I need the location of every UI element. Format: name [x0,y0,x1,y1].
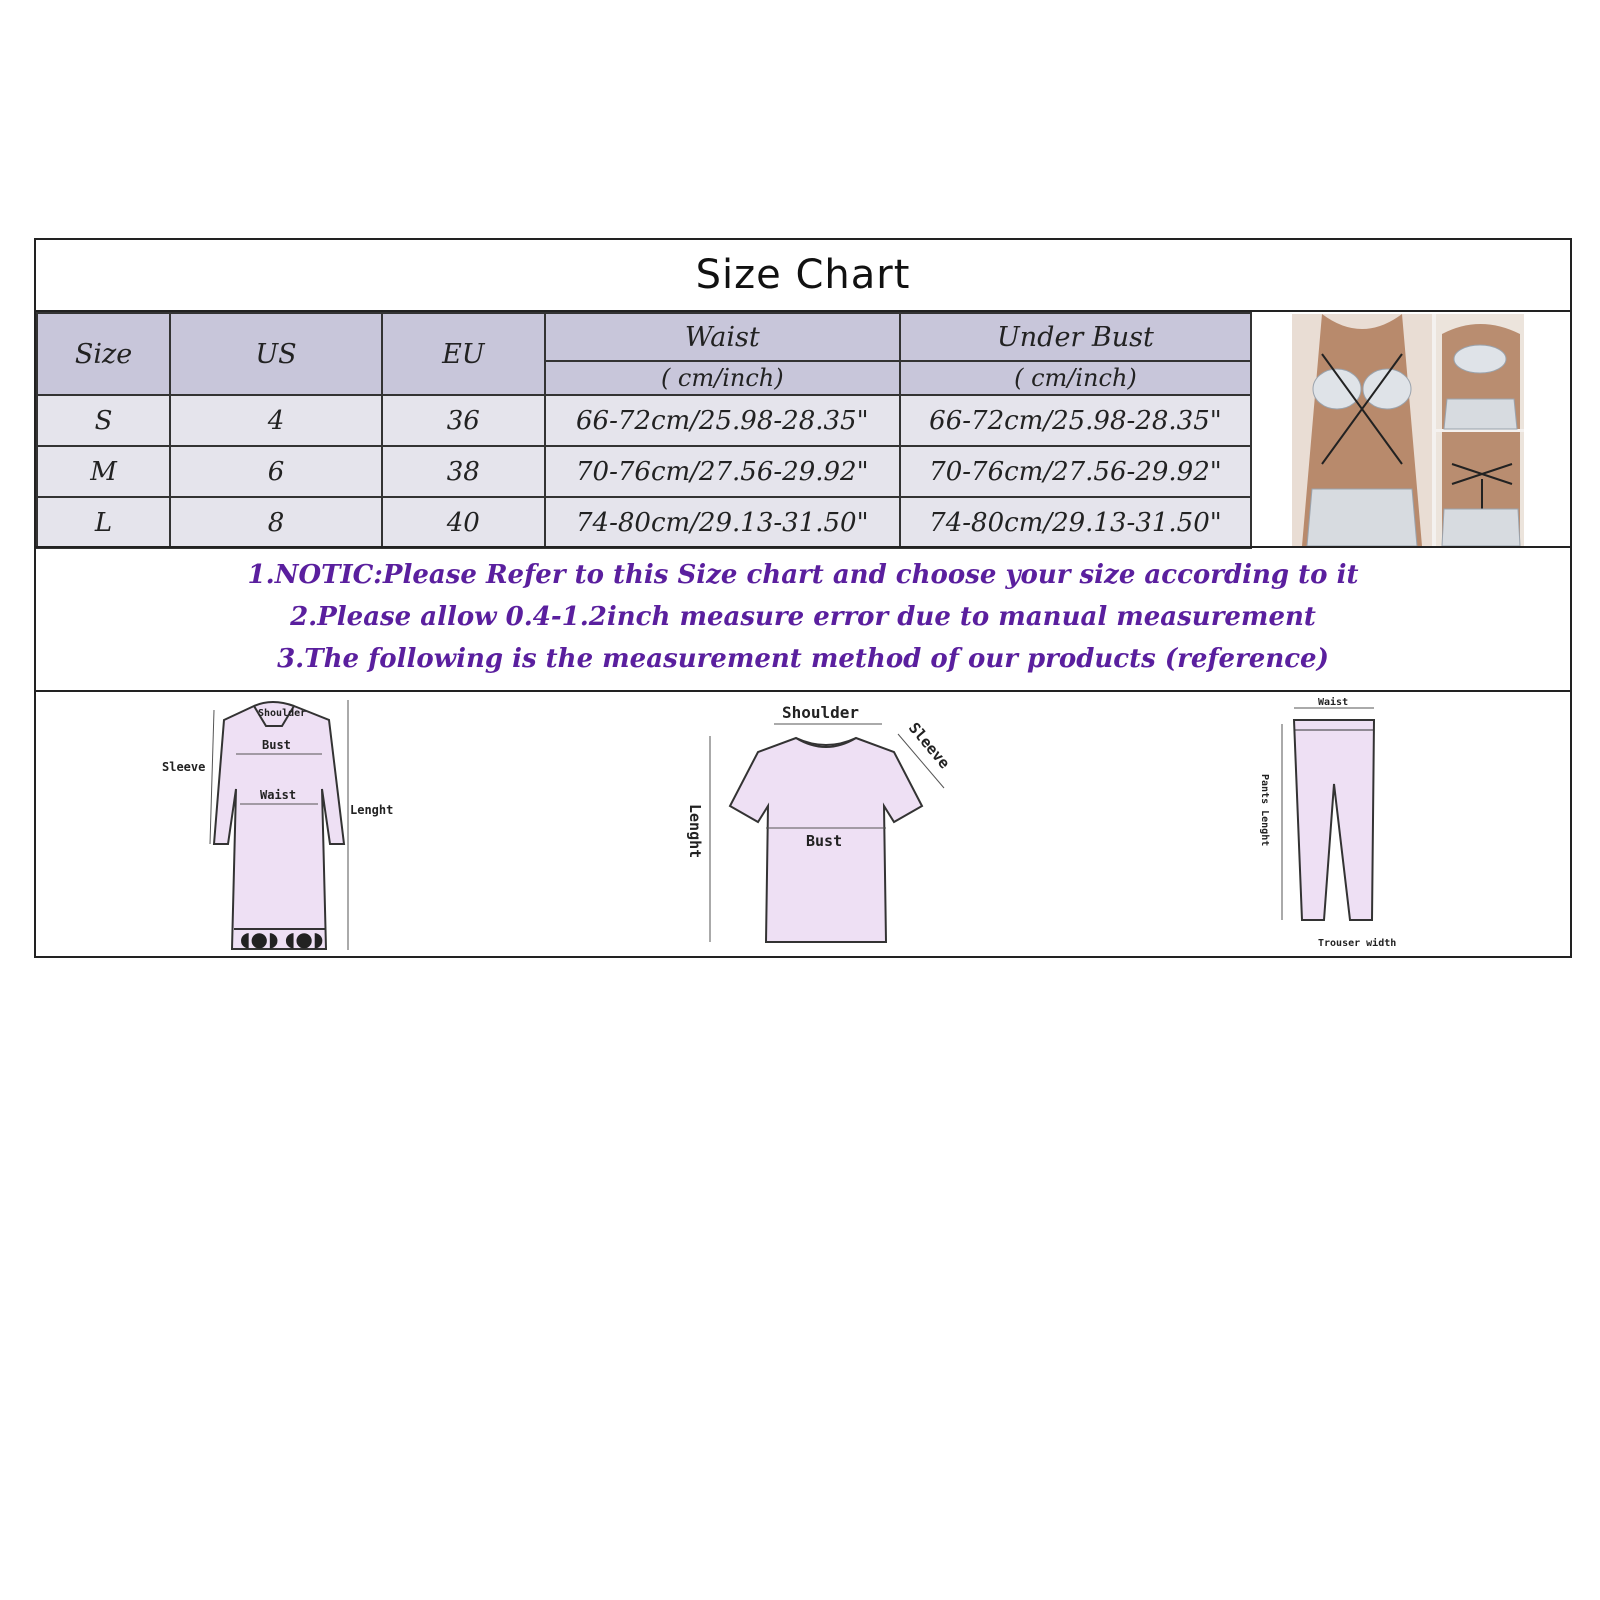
model-side-image [1436,314,1524,429]
measurement-diagrams [36,692,1570,956]
table-row [37,446,1251,497]
cell-under-bust: 66-72cm/25.98-28.35" [900,395,1251,446]
dress-length-label: Lenght [350,803,394,817]
dress-shoulder-label: Shoulder [258,708,307,719]
header-under-bust-unit: ( cm/inch) [900,361,1251,395]
model-back-image [1436,432,1524,546]
cell-us: 4 [170,395,382,446]
product-photo [1292,314,1524,546]
cell-size: S [37,395,170,446]
pants-width-label: Trouser width [1318,938,1397,949]
note-3: 3.The following is the measurement method of our products (reference) [277,644,1329,674]
header-us: US [170,313,382,395]
model-front-image [1292,314,1432,546]
note-1: 1.NOTIC:Please Refer to this Size chart and choose your size according to it [247,560,1359,590]
header-waist: Waist [545,313,900,361]
cell-under-bust: 74-80cm/29.13-31.50" [900,497,1251,548]
header-eu: EU [382,313,545,395]
tshirt-bust-label: Bust [806,832,843,850]
size-chart [34,238,1572,958]
title-row [36,240,1570,312]
table-row [37,497,1251,548]
cell-waist: 66-72cm/25.98-28.35" [545,395,900,446]
dress-bust-label: Bust [262,738,291,752]
pants-diagram [1242,694,1442,952]
table-row [37,395,1251,446]
dress-diagram [154,694,414,952]
pants-length-label: Pants Lenght [1259,774,1270,847]
tshirt-sleeve-label: Sleeve [904,719,954,773]
size-table [36,312,1252,549]
tshirt-length-label: Lenght [686,804,704,859]
cell-waist: 74-80cm/29.13-31.50" [545,497,900,548]
cell-us: 8 [170,497,382,548]
note-2: 2.Please allow 0.4-1.2inch measure error due to manual measurement [290,602,1316,632]
header-waist-unit: ( cm/inch) [545,361,900,395]
header-size: Size [37,313,170,395]
header-under-bust: Under Bust [900,313,1251,361]
cell-us: 6 [170,446,382,497]
cell-eu: 40 [382,497,545,548]
dress-sleeve-label: Sleeve [162,760,206,774]
tshirt-shoulder-label: Shoulder [782,703,860,722]
dress-waist-label: Waist [260,788,297,802]
cell-eu: 36 [382,395,545,446]
cell-eu: 38 [382,446,545,497]
moon-pattern-icon: ◖●◗ ◖●◗ [240,927,324,951]
cell-waist: 70-76cm/27.56-29.92" [545,446,900,497]
cell-under-bust: 70-76cm/27.56-29.92" [900,446,1251,497]
tshirt-diagram [686,694,1006,952]
cell-size: M [37,446,170,497]
pants-waist-label: Waist [1318,697,1349,708]
notes [36,546,1570,692]
chart-title: Size Chart [695,252,911,298]
cell-size: L [37,497,170,548]
